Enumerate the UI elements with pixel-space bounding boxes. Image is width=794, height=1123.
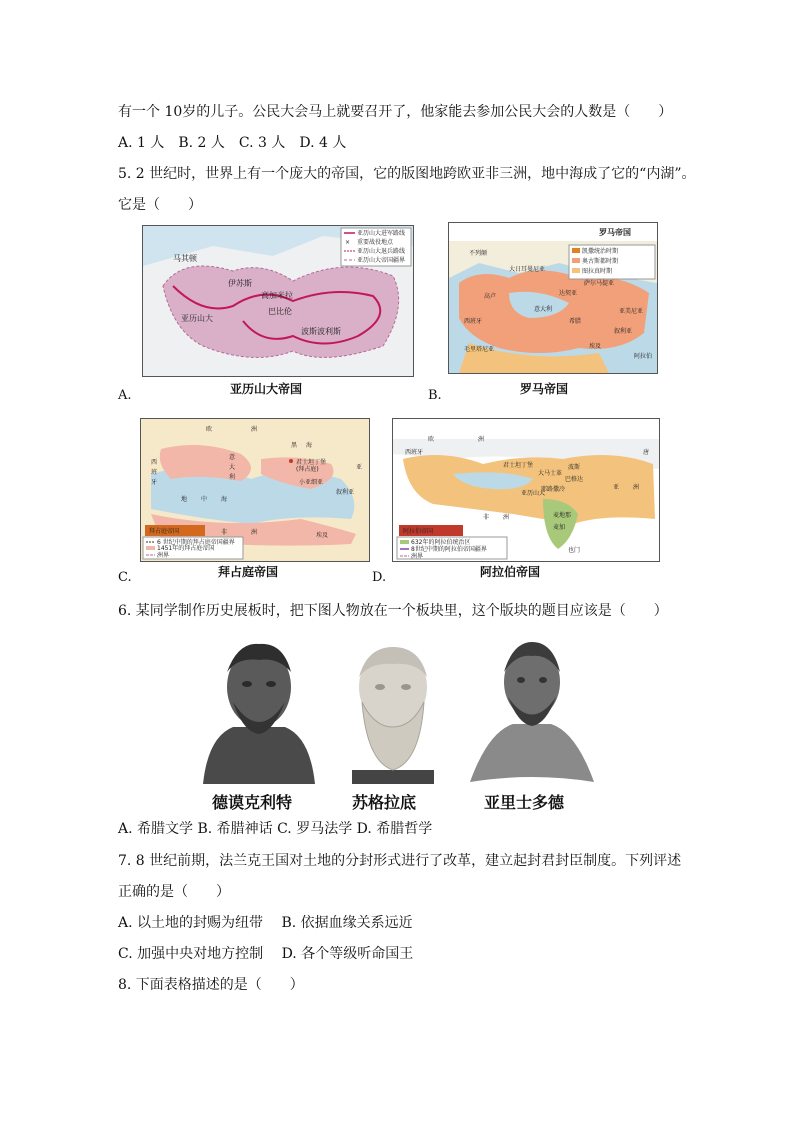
map-d-label-10: 也门 [568, 547, 581, 554]
map-b-label-8: 希腊 [569, 318, 582, 325]
map-b-legend-0: 凯撒统治时期 [582, 248, 619, 255]
map-a-caption: 亚历山大帝国 [230, 382, 303, 396]
map-d-legend-1: 8世纪中期的阿拉伯帝国疆界 [411, 546, 487, 553]
map-c-label-19: 海 [306, 442, 313, 449]
question-4-options: A. 1 人 B. 2 人 C. 3 人 D. 4 人 [118, 135, 347, 151]
map-c-label-1: 洲 [251, 426, 258, 433]
map-a-legend-0: 亚历山大进军路线 [357, 230, 406, 237]
map-b-title: 罗马帝国 [599, 228, 631, 237]
option-b-letter: B. [428, 388, 442, 403]
map-c-label-8: 君士坦丁堡 [296, 459, 327, 466]
map-a-label-1: 伊苏斯 [228, 279, 252, 288]
map-b-label-9: 埃及 [589, 343, 602, 350]
map-d-label-13: 洲 [503, 514, 510, 521]
map-b-label-6: 高卢 [484, 293, 497, 300]
map-a-legend-3: 亚历山大帝国疆界 [357, 257, 406, 264]
bust-democritus-image [198, 632, 320, 784]
map-c-label-3: 班 [151, 469, 158, 476]
map-c-label-2: 西 [151, 459, 158, 466]
map-b-label-7: 西班牙 [464, 318, 483, 325]
map-c-label-12: 埃及 [316, 532, 329, 539]
map-c-label-16: 中 [201, 496, 208, 503]
map-c-label-18: 黑 [291, 442, 298, 449]
map-a-label-2: 高加米拉 [261, 291, 293, 300]
option-a-letter: A. [118, 388, 132, 403]
map-d-label-1: 洲 [478, 436, 485, 443]
map-a-label-5: 波斯波利斯 [301, 327, 341, 336]
map-b-label-5: 意大利 [534, 306, 553, 313]
map-d-legend-2: 洲界 [411, 553, 424, 560]
map-c-title: 拜占庭帝国 [149, 528, 180, 535]
map-c-label-5: 意 [229, 454, 236, 461]
question-6-text: 6. 某同学制作历史展板时，把下图人物放在一个板块里，这个版块的题目应该是（ ） [118, 603, 668, 619]
map-c-label-9: (拜占庭) [296, 466, 319, 473]
map-a-label-3: 巴比伦 [268, 307, 292, 316]
map-c-legend-2: 洲界 [157, 552, 170, 559]
map-c-label-0: 欧 [206, 426, 213, 433]
question-5-text: 5. 2 世纪时，世界上有一个庞大的帝国，它的版图地跨欧亚非三洲，地中海成了它的“内湖”。 [118, 166, 696, 182]
map-d-label-6: 亚历山大 [521, 490, 546, 497]
question-4-continuation: 有一个 10岁的儿子。公民大会马上就要召开了，他家能去参加公民大会的人数是（ ） [118, 104, 673, 120]
map-c-label-17: 海 [221, 496, 228, 503]
question-5-prompt: 它是（ ） [118, 197, 202, 213]
question-6-options: A. 希腊文学 B. 希腊神话 C. 罗马法学 D. 希腊哲学 [118, 821, 433, 837]
question-7-options-ab: A. 以土地的封赐为纽带 B. 依据血缘关系远近 [118, 915, 413, 931]
bust-name-socrates: 苏格拉底 [352, 793, 417, 812]
map-byzantine-empire [140, 418, 370, 562]
map-d-caption: 阿拉伯帝国 [480, 565, 541, 579]
map-arab-empire [392, 418, 660, 562]
map-b-label-12: 阿拉伯 [634, 353, 653, 360]
map-d-label-14: 亚 [613, 484, 620, 491]
map-d-label-4: 大马士革 [538, 470, 563, 477]
map-c-label-6: 大 [229, 464, 236, 471]
map-d-label-3: 君士坦丁堡 [503, 462, 534, 469]
map-c-caption: 拜占庭帝国 [218, 565, 279, 579]
map-d-label-5: 巴格达 [565, 476, 584, 483]
map-d-label-2: 西班牙 [405, 449, 424, 456]
map-c-label-13: 非 [221, 529, 228, 536]
map-b-legend-1: 奥古斯都时期 [582, 258, 619, 265]
option-d-letter: D. [372, 570, 387, 585]
question-8-text: 8. 下面表格描述的是（ ） [118, 977, 304, 993]
map-d-legend-0: 632年的阿拉伯统治区 [411, 539, 471, 546]
question-7-options-cd: C. 加强中央对地方控制 D. 各个等级听命国王 [118, 946, 414, 962]
map-d-label-8: 麦地那 [553, 512, 572, 519]
map-d-label-9: 麦加 [553, 524, 566, 531]
map-a-legend-1: 重要战役地点 [357, 239, 394, 246]
bust-aristotle-image [468, 632, 596, 784]
question-7-prompt: 正确的是（ ） [118, 884, 230, 900]
map-alexander-empire [142, 225, 414, 377]
map-a-label-4: 亚历山大 [181, 314, 213, 323]
map-d-label-12: 非 [483, 514, 490, 521]
map-b-label-10: 叙利亚 [614, 328, 633, 335]
map-c-label-15: 地 [181, 496, 188, 503]
map-b-legend-2: 图拉真时期 [582, 268, 613, 275]
map-b-label-4: 亚美尼亚 [619, 308, 644, 315]
svg-text:×: × [345, 239, 351, 246]
map-c-legend-0: 6 世纪中期的拜占庭帝国疆界 [157, 539, 235, 546]
bust-socrates-image [332, 632, 454, 784]
option-c-letter: C. [118, 570, 132, 585]
map-b-label-1: 大日耳曼尼亚 [509, 266, 546, 273]
map-d-label-16: 唐 [643, 449, 650, 456]
map-b-caption: 罗马帝国 [520, 382, 569, 396]
map-c-label-11: 叙利亚 [336, 489, 355, 496]
map-b-label-3: 达契亚 [559, 290, 578, 297]
map-c-legend-1: 1451年的拜占庭帝国 [157, 545, 215, 552]
map-c-label-20: 亚 [356, 464, 363, 471]
map-c-label-10: 小亚细亚 [299, 479, 324, 486]
map-a-label-0: 马其顿 [173, 254, 197, 263]
bust-name-democritus: 德谟克利特 [212, 793, 293, 812]
bust-name-aristotle: 亚里士多德 [484, 793, 565, 812]
map-b-label-11: 毛里塔尼亚 [464, 346, 495, 353]
map-c-label-14: 洲 [251, 529, 258, 536]
map-d-title: 阿拉伯帝国 [403, 528, 434, 535]
map-c-label-7: 利 [229, 474, 236, 481]
map-roman-empire [448, 222, 658, 374]
map-b-label-2: 萨尔马提亚 [584, 280, 615, 287]
map-c-label-4: 牙 [151, 479, 158, 486]
map-d-label-11: 波斯 [568, 464, 581, 471]
map-a-legend-2: 亚历山大退兵路线 [357, 248, 406, 255]
question-7-text: 7. 8 世纪前期，法兰克王国对土地的分封形式进行了改革，建立起封君封臣制度。下列评述 [118, 853, 682, 869]
map-d-label-15: 洲 [633, 484, 640, 491]
map-d-label-0: 欧 [428, 436, 435, 443]
map-b-label-0: 不列颠 [469, 250, 488, 257]
map-d-label-7: 耶路撒冷 [541, 486, 566, 493]
